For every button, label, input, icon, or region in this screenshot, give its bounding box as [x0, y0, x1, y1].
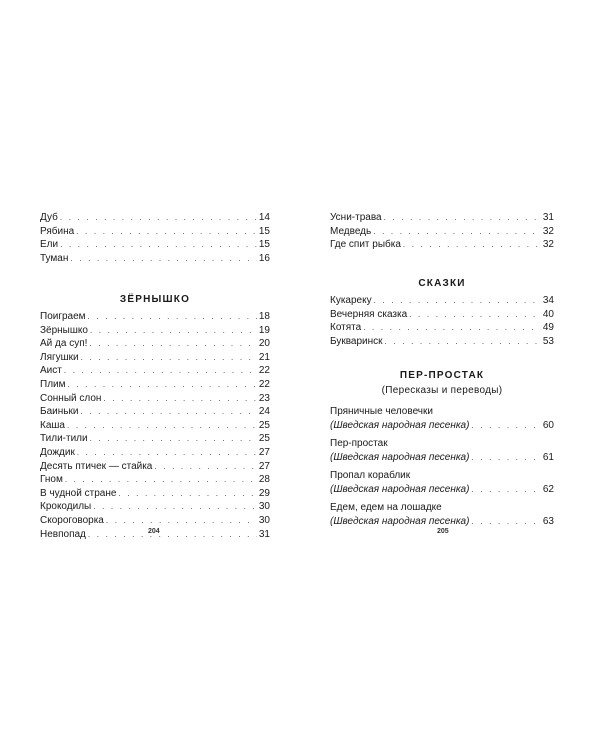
toc-entry-two-line [330, 469, 554, 496]
entry-page-number: 31 [258, 528, 270, 540]
dot-leader [88, 528, 257, 542]
entry-page-number: 28 [258, 474, 270, 486]
section-title-perprostak: ПЕР-ПРОСТАК [399, 370, 485, 381]
entry-subtitle-row [330, 451, 554, 465]
dot-leader [118, 487, 256, 501]
dot-leader [89, 337, 256, 351]
entry-page-number: 27 [258, 460, 270, 472]
dot-leader [471, 451, 540, 465]
dot-leader [65, 473, 257, 487]
entry-subtitle-row [330, 419, 554, 433]
dot-leader [103, 392, 256, 406]
toc-entry [40, 432, 270, 446]
toc-list-top [40, 211, 270, 265]
entry-title: В чудной стране [40, 487, 117, 499]
entry-subtitle: (Шведская народная песенка) [330, 419, 470, 431]
toc-list-top [330, 211, 554, 252]
toc-entry [40, 446, 270, 460]
entry-title: Едем, едем на лошадке [330, 502, 442, 513]
dot-leader [67, 419, 257, 433]
entry-title: Пропал кораблик [330, 470, 411, 481]
entry-title: Букваринск [330, 335, 383, 347]
section-subtitle-perprostak: (Пересказы и переводы) [381, 385, 503, 396]
entry-title: Пряничные человечки [330, 406, 433, 417]
entry-page-number: 14 [258, 212, 270, 223]
entry-page-number: 27 [258, 446, 270, 458]
entry-subtitle: (Шведская народная песенка) [330, 451, 470, 463]
entry-page-number: 34 [542, 295, 554, 306]
toc-entry [40, 364, 270, 378]
dot-leader [64, 364, 257, 378]
entry-page-number: 29 [258, 487, 270, 499]
dot-leader [403, 238, 541, 252]
dot-leader [90, 324, 257, 338]
toc-entry [40, 310, 270, 324]
dot-leader [77, 446, 257, 460]
dot-leader [471, 419, 540, 433]
entry-subtitle: (Шведская народная песенка) [330, 483, 470, 495]
entry-title: Ай да суп! [40, 338, 88, 350]
toc-entry-two-line [330, 437, 554, 464]
toc-list-skazki [330, 294, 554, 348]
page-number-right: 205 [437, 528, 449, 535]
entry-page-number: 16 [258, 252, 270, 264]
entry-page-number: 32 [542, 239, 554, 251]
toc-entry [330, 308, 554, 322]
entry-title: Тили-тили [40, 433, 88, 445]
entry-page-number: 21 [258, 351, 270, 363]
dot-leader [67, 378, 256, 392]
section-title-skazki: СКАЗКИ [418, 278, 466, 289]
toc-entry [40, 211, 270, 225]
dot-leader [106, 514, 257, 528]
entry-page-number: 23 [258, 392, 270, 404]
entry-title: Каша [40, 419, 65, 431]
toc-entry [40, 460, 270, 474]
entry-title: Вечерняя сказка [330, 308, 408, 320]
page-number-left: 204 [148, 528, 160, 535]
entry-page-number: 20 [258, 338, 270, 350]
entry-title: Невпопад [40, 528, 86, 540]
entry-title: Медведь [330, 225, 372, 237]
toc-entry-two-line [330, 405, 554, 432]
dot-leader [154, 460, 257, 474]
dot-leader [471, 515, 540, 529]
toc-list-zernyshko [40, 310, 270, 541]
toc-entry [40, 351, 270, 365]
toc-entry [40, 392, 270, 406]
dot-leader [81, 351, 257, 365]
entry-subtitle: (Шведская народная песенка) [330, 515, 470, 527]
entry-page-number: 19 [258, 324, 270, 336]
entry-title: Где спит рыбка [330, 239, 401, 251]
dot-leader [373, 225, 541, 239]
toc-entry [40, 419, 270, 433]
toc-entry [40, 238, 270, 252]
dot-leader [93, 500, 257, 514]
entry-title: Лягушки [40, 351, 79, 363]
entry-page-number: 32 [542, 225, 554, 237]
entry-page-number: 53 [542, 335, 554, 347]
dot-leader [88, 310, 257, 324]
dot-leader [409, 308, 541, 322]
dot-leader [60, 238, 257, 252]
entry-title: Усни-трава [330, 212, 382, 223]
entry-title: Поиграем [40, 311, 86, 322]
toc-entry [40, 500, 270, 514]
entry-title: Туман [40, 252, 69, 264]
entry-title: Сонный слон [40, 392, 102, 404]
entry-title: Аист [40, 365, 62, 377]
entry-title: Котята [330, 322, 362, 334]
entry-page-number: 22 [258, 378, 270, 390]
toc-entry-two-line [330, 501, 554, 528]
dot-leader [374, 294, 541, 308]
toc-entry [40, 252, 270, 266]
entry-title: Кукареку [330, 295, 372, 306]
dot-leader [70, 252, 256, 266]
entry-subtitle-row [330, 515, 554, 529]
entry-title: Дождик [40, 446, 75, 458]
entry-page-number: 18 [258, 311, 270, 322]
entry-page-number: 25 [258, 433, 270, 445]
entry-page-number: 30 [258, 501, 270, 513]
entry-page-number: 22 [258, 365, 270, 377]
entry-title: Десять птичек — стайка [40, 460, 153, 472]
toc-entry [40, 337, 270, 351]
toc-entry [330, 321, 554, 335]
entry-title: Баиньки [40, 406, 79, 418]
entry-page-number: 60 [542, 419, 554, 431]
entry-title: Дуб [40, 212, 58, 223]
entry-page-number: 61 [542, 451, 554, 463]
toc-entry [40, 324, 270, 338]
entry-title: Гном [40, 474, 63, 486]
dot-leader [385, 335, 541, 349]
toc-entry [40, 405, 270, 419]
toc-entry [330, 335, 554, 349]
entry-page-number: 49 [542, 322, 554, 334]
toc-entry [40, 473, 270, 487]
entry-page-number: 24 [258, 406, 270, 418]
entry-title: Крокодилы [40, 501, 92, 513]
entry-page-number: 40 [542, 308, 554, 320]
entry-title: Ели [40, 239, 59, 251]
dot-leader [384, 211, 541, 225]
entry-title: Плим [40, 378, 66, 390]
entry-page-number: 31 [542, 212, 554, 223]
toc-entry [330, 238, 554, 252]
dot-leader [90, 432, 257, 446]
entry-page-number: 62 [542, 483, 554, 495]
entry-page-number: 30 [258, 514, 270, 526]
toc-entry [40, 225, 270, 239]
dot-leader [471, 483, 540, 497]
entry-page-number: 15 [258, 225, 270, 237]
entry-title: Зёрнышко [40, 324, 88, 336]
entry-page-number: 63 [542, 515, 554, 527]
entry-page-number: 15 [258, 239, 270, 251]
entry-page-number: 25 [258, 419, 270, 431]
section-title-zernyshko: ЗЁРНЫШКО [119, 294, 191, 305]
dot-leader [76, 225, 257, 239]
toc-entry [330, 225, 554, 239]
entry-subtitle-row [330, 483, 554, 497]
toc-entry [40, 514, 270, 528]
entry-title: Рябина [40, 225, 75, 237]
toc-entry [330, 211, 554, 225]
toc-entry [40, 378, 270, 392]
dot-leader [80, 405, 256, 419]
entry-title: Пер-простак [330, 438, 388, 449]
toc-entry [40, 487, 270, 501]
entry-title: Скороговорка [40, 514, 104, 526]
toc-entry [330, 294, 554, 308]
dot-leader [60, 211, 257, 225]
dot-leader [363, 321, 541, 335]
